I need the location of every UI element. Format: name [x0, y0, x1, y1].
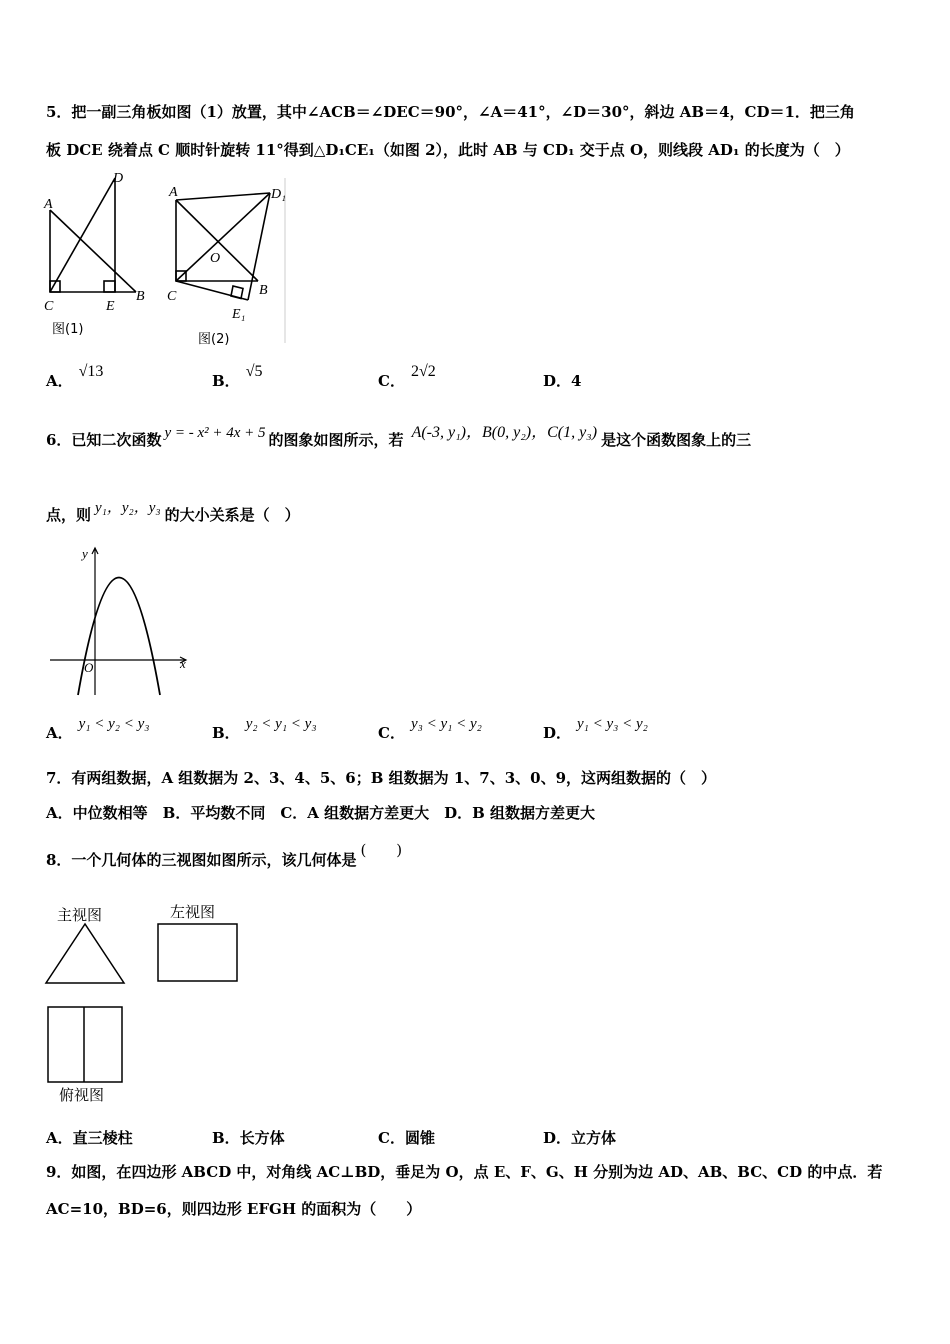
q6-option-b-value: y₂ < y₁ < y₃	[245, 716, 317, 732]
q5-fig2-label-O: O	[210, 251, 221, 266]
q5-option-b-value: √5	[245, 363, 263, 380]
q8-text: 8．一个几何体的三视图如图所示，该几何体是	[46, 851, 357, 869]
q5-fig2-label-E1: E₁	[232, 307, 246, 322]
q5-fig2-label-B: B	[259, 283, 268, 298]
q6-prefix: 6．已知二次函数	[46, 431, 162, 449]
q8-option-a: A．直三棱柱	[46, 1129, 133, 1147]
q8-option-b: B．长方体	[212, 1129, 285, 1147]
q7-line1: 7．有两组数据，A 组数据为 2、3、4、5、6；B 组数据为 1、7、3、0、9，这两组数据的（ ）	[46, 769, 717, 787]
q6-line2	[46, 500, 300, 526]
q6-option-a	[46, 716, 150, 744]
q5-option-d-value: 4	[571, 372, 582, 390]
q8-paren: ( )	[360, 841, 403, 859]
q5-option-c	[378, 363, 436, 392]
q6-option-d-label: D．	[543, 724, 572, 742]
q6-option-c	[378, 716, 482, 744]
q5-option-d	[543, 371, 581, 391]
q6-graph-label-x: x	[180, 656, 186, 671]
q6-option-d-value: y₁ < y₃ < y₂	[577, 716, 648, 732]
q8-front-view-label: 主视图	[57, 906, 103, 924]
q8-left-view	[156, 922, 240, 984]
q5-fig1-label-E: E	[106, 299, 115, 314]
q6-line2-suffix: 的大小关系是（ ）	[164, 506, 300, 524]
q6-points: A(-3, y₁)，B(0, y₂)，C(1, y₃)	[411, 424, 598, 441]
q9-line2: AC=10，BD=6，则四边形 EFGH 的面积为（ ）	[46, 1200, 422, 1218]
q6-option-b-label: B．	[212, 724, 240, 742]
q6-parabola-curve	[78, 578, 160, 696]
q6-function: y = - x² + 4x + 5	[164, 425, 266, 441]
q8-top-view-label: 俯视图	[59, 1086, 105, 1104]
q6-option-a-value: y₁ < y₂ < y₃	[78, 716, 150, 732]
q5-option-d-label: D．	[543, 372, 572, 390]
q5-fig2-caption: 图(2)	[198, 332, 230, 347]
q5-fig1-label-C: C	[44, 299, 54, 314]
q5-fig1-label-A: A	[44, 197, 53, 212]
q6-option-b	[212, 716, 317, 744]
q5-option-b-label: B．	[212, 372, 240, 390]
q6-mid: 的图象如图所示，若	[268, 431, 404, 449]
q5-fig1-caption: 图(1)	[52, 322, 84, 337]
q5-option-a-label: A．	[46, 372, 73, 390]
q6-option-c-value: y₃ < y₁ < y₂	[410, 716, 482, 732]
q5-figure-1	[40, 168, 160, 343]
q6-option-a-label: A．	[46, 724, 73, 742]
q8-option-c: C．圆锥	[378, 1129, 435, 1147]
q8-top-view	[46, 1005, 126, 1085]
q5-fig1-label-D: D	[113, 171, 124, 186]
q5-line1: 5．把一副三角板如图（1）放置，其中∠ACB＝∠DEC＝90°，∠A＝41°，∠D＝30°，斜边 AB＝4，CD＝1．把三角	[46, 103, 855, 121]
q5-fig2-label-D1: D₁	[271, 187, 286, 202]
q5-fig1-label-B: B	[136, 289, 145, 304]
q5-figure-2	[165, 178, 295, 348]
q9-line1: 9．如图，在四边形 ABCD 中，对角线 AC⊥BD，垂足为 O，点 E、F、G、H 分别为边 AD、AB、BC、CD 的中点．若	[46, 1163, 883, 1181]
q6-graph-label-y: y	[82, 546, 88, 561]
q6-parabola-graph	[46, 540, 196, 700]
q6-option-d	[543, 716, 648, 744]
q5-line2: 板 DCE 绕着点 C 顺时针旋转 11°得到△D₁CE₁（如图 2），此时 AB 与 CD₁ 交于点 O，则线段 AD₁ 的长度为（ ）	[46, 141, 850, 159]
q6-line2-vars: y₁，y₂，y₃	[95, 500, 161, 516]
q6-line2-prefix: 点，则	[46, 506, 92, 524]
q8-front-view	[44, 922, 128, 986]
q6-option-c-label: C．	[378, 724, 405, 742]
q8-line1	[46, 841, 403, 870]
q8-left-view-label: 左视图	[170, 903, 216, 921]
q6-suffix: 是这个函数图象上的三	[601, 431, 752, 449]
q8-option-d: D．立方体	[543, 1129, 617, 1147]
q7-options: A．中位数相等 B．平均数不同 C．A 组数据方差更大 D．B 组数据方差更大	[46, 804, 596, 822]
q5-option-c-label: C．	[378, 372, 405, 390]
q6-graph-label-O: O	[84, 660, 94, 675]
q5-option-a-value: √13	[78, 363, 104, 380]
q5-fig2-label-A: A	[169, 185, 178, 200]
q6-line1	[46, 424, 752, 451]
q5-fig2-label-C: C	[167, 289, 177, 304]
q5-option-c-value: 2√2	[410, 363, 436, 380]
q5-option-a	[46, 363, 104, 392]
q5-option-b	[212, 363, 263, 392]
